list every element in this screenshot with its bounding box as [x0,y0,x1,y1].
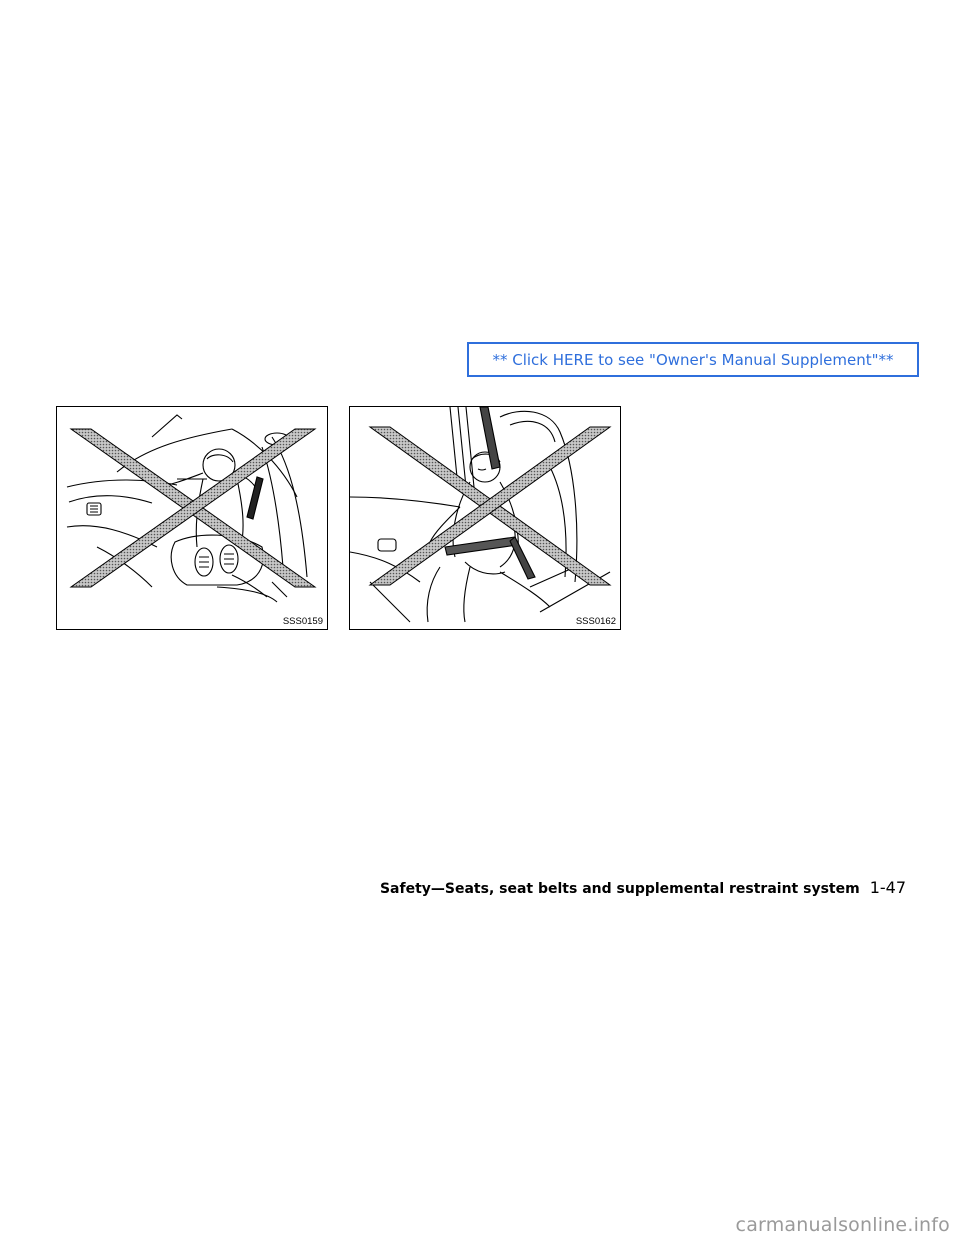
page-number: 1-47 [869,878,906,897]
owners-manual-supplement-link[interactable]: ** Click HERE to see "Owner's Manual Supplement"** [467,342,919,377]
figure-code: SSS0162 [575,616,616,627]
section-title: Safety—Seats, seat belts and supplemental restraint system [379,881,860,897]
figure-child-standing-front-seat [56,406,328,630]
page-footer [380,878,906,897]
child-standing-illustration [57,407,328,630]
watermark: carmanualsonline.info [735,1214,950,1236]
figure-child-belt-misuse-rear-seat [349,406,621,630]
child-belt-illustration [350,407,621,630]
figure-code: SSS0159 [282,616,323,627]
